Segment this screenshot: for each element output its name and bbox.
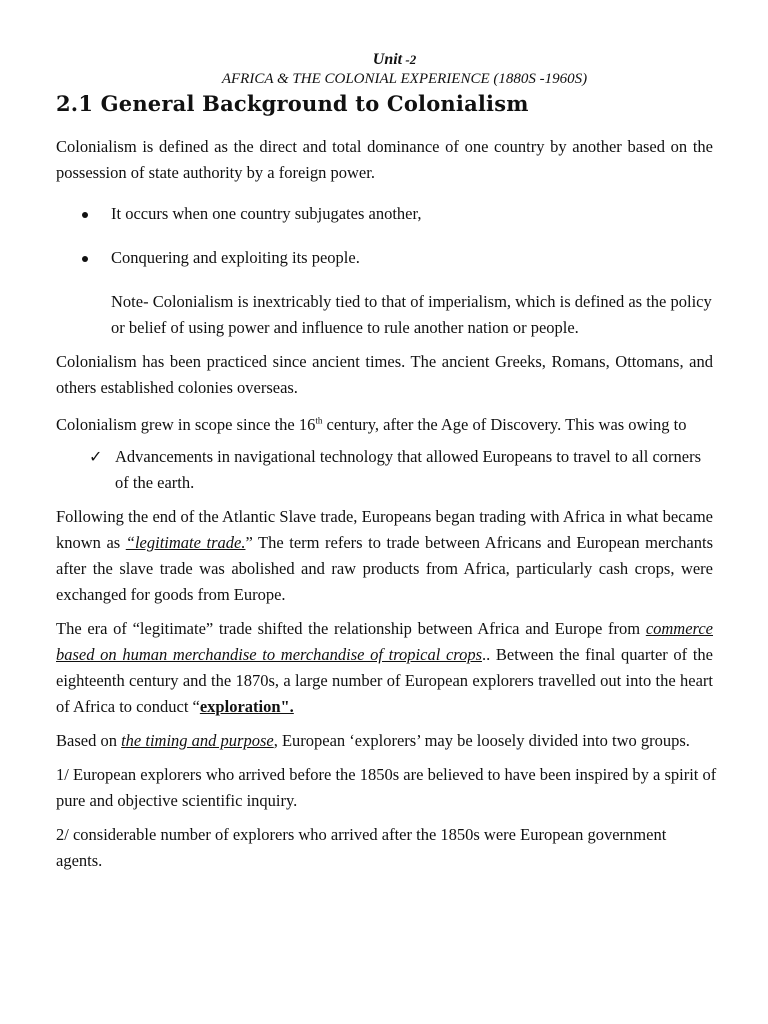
note-paragraph: Note- Colonialism is inextricably tied to that of imperialism, which is defined as the policy or belief of using power and influence to rule another nation or people.	[111, 292, 712, 337]
exploration-term: exploration".	[199, 697, 294, 716]
legitimate-trade-paragraph	[56, 504, 713, 608]
era-text-middle: .. Between the final quarter of the eighteenth century and the 1870s, a large number of European explorers travelled out into the heart of Africa to conduct “	[56, 645, 713, 716]
group-two-paragraph: 2/ considerable number of explorers who arrived after the 1850s were European government agents.	[56, 825, 667, 870]
timing-text-start: Based on	[56, 731, 122, 750]
unit-title	[76, 50, 713, 70]
growth-paragraph	[56, 412, 713, 438]
bullet-text: It occurs when one country subjugates another,	[111, 204, 422, 223]
legit-text-start: Following the end of the Atlantic Slave trade, Europeans began trading with Africa in what became known as	[56, 507, 713, 552]
bullet-icon	[82, 256, 88, 262]
timing-text-end: , European ‘explorers’ may be loosely divided into two groups.	[273, 731, 690, 750]
unit-number: -2	[402, 52, 417, 67]
checkmark-icon: ✓	[89, 447, 103, 466]
growth-text-end: century, after the Age of Discovery. This was owing to	[322, 415, 687, 434]
timing-underlined-phrase: the timing and purpose	[121, 731, 274, 750]
unit-label: Unit	[372, 51, 403, 68]
checklist-item	[56, 444, 713, 496]
checklist-text: Advancements in navigational technology that allowed Europeans to travel to all corners of the earth.	[115, 447, 702, 492]
unit-subtitle: AFRICA & THE COLONIAL EXPERIENCE (1880S -1960S)	[221, 71, 588, 87]
bullet-icon	[82, 212, 88, 218]
bullet-item	[56, 201, 713, 227]
group-one-paragraph: 1/ European explorers who arrived before the 1850s are believed to have been inspired by a spirit of pure and objective scientific inquiry.	[56, 765, 717, 810]
bullet-list	[56, 201, 713, 271]
era-paragraph	[56, 616, 713, 720]
section-heading: 2.1 General Background to Colonialism	[56, 91, 529, 116]
definition-paragraph: Colonialism is defined as the direct and total dominance of one country by another based on the possession of state authority by a foreign power.	[56, 137, 713, 182]
growth-superscript: th	[315, 415, 323, 426]
document-page	[56, 50, 717, 874]
ancient-paragraph: Colonialism has been practiced since ancient times. The ancient Greeks, Romans, Ottomans, and others established colonies overseas.	[56, 352, 713, 397]
era-text-start: The era of “legitimate” trade shifted the relationship between Africa and Europe from	[56, 619, 646, 638]
timing-paragraph	[56, 728, 713, 754]
bullet-item	[56, 245, 713, 271]
legitimate-trade-term: “legitimate trade.	[125, 533, 246, 552]
legit-text-end: ” The term refers to trade between Africans and European merchants after the slave trade was abolished and raw products from Africa, particularly cash crops, were exchanged for goods from Europe.	[56, 533, 713, 604]
bullet-text: Conquering and exploiting its people.	[111, 248, 360, 267]
growth-text-start: Colonialism grew in scope since the 16	[56, 415, 316, 434]
era-underlined-phrase: commerce based on human merchandise to merchandise of tropical crops	[56, 619, 713, 664]
